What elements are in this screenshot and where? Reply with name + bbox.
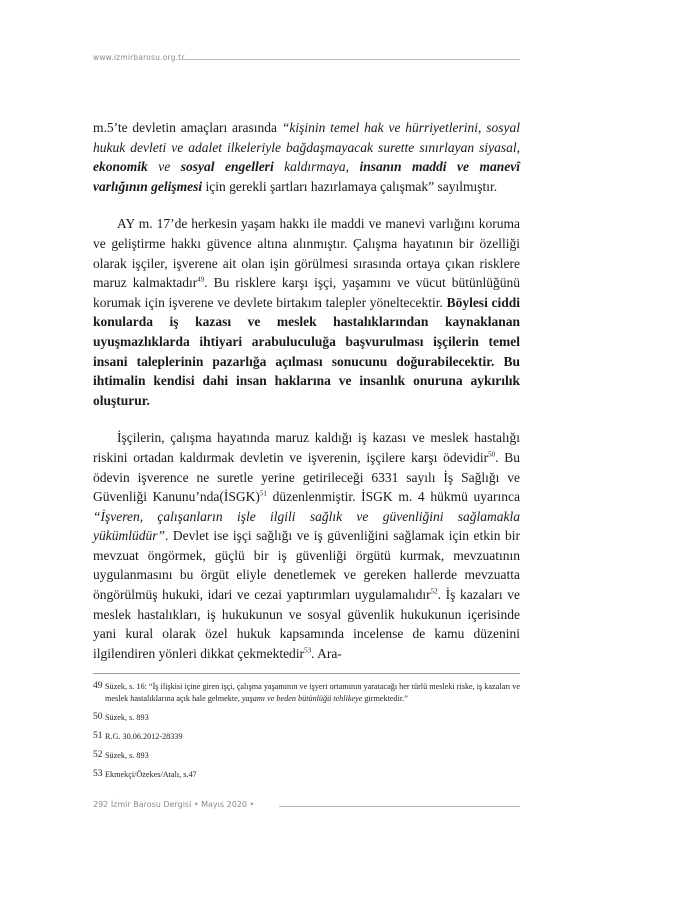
footnote-52: 52 Süzek, s. 893: [93, 750, 149, 760]
footnote-number: 53: [93, 769, 103, 779]
body-text: [93, 118, 520, 663]
footnote-ref-53[interactable]: 53: [304, 646, 312, 655]
footnote-49: 49 Süzek, s. 16: “İş ilişkisi içine giren işçi, çalışma yaşamının ve işyeri ortamının yaratacağı her türlü mesleki riske, iş kazaları ve meslek hastalıklarına açık hale gelmekte, yaşamı ve beden bütünlüğü tehlikeye girmektedir.”: [93, 681, 520, 703]
site-url: www.izmirbarosu.org.tr: [93, 53, 185, 62]
footnotes: [93, 681, 520, 788]
footer-text: 292 İzmir Barosu Dergisi • Mayıs 2020 •: [93, 800, 255, 809]
footnote-50: 50 Süzek, s. 893: [93, 712, 149, 722]
paragraph-2: AY m. 17’de herkesin yaşam hakkı ile maddi ve manevi varlığını koruma ve geliştirme hakkı güvence altına alınmıştır. Çalışma hayatının bir özelliği olarak işçiler, işverene ait olan işin görülmesi sırasında ortaya çıkan risklere maruz kalmaktadır$^{49}$. Bu risklere karşı işçi, yaşamını ve vücut bütünlüğünü korumak için işverene ve devlete birtakım talepler yöneltecektir. Böylesi ciddi konularda iş kazası ve meslek hastalıklarından kaynaklanan uyuşmazlıklarda ihtiyari arabuluculuğa başvurulması işçilerin temel insani taleplerinin pazarlığa açılması sonucunu doğurabilecektir. Bu ihtimalin kendisi dahi insan haklarına ve insanlık onuruna aykırılık oluşturur.: [93, 216, 520, 408]
paragraph-3: İşçilerin, çalışma hayatında maruz kaldığı iş kazası ve meslek hastalığı riskini ortadan kaldırmak devletin ve işverenin, işçilere karşı ödevidir$^{50}$. Bu ödevin işverence ne suretle yerine getirileceği 6331 sayılı İş Sağlığı ve Güvenliği Kanunu’nda(İSGK)$^{51}$ düzenlenmiştir. İSGK m. 4 hükmü uyarınca “İşveren, çalışanların işle ilgili sağlık ve güvenliğini sağlamakla yükümlüdür”. Devlet ise işçi sağlığı ve iş güvenliğini sağlamak için etkin bir mevzuat öngörmek, güçlü bir iş güvenliği örgütü kurmak, mevzuatının uygulanmasını bu örgüt eliyle denetlemek ve gereken hallerde mevzuatta öngörülmüş hukuki, idari ve cezai yaptırımları uygulamalıdır$^{52}$. İş kazaları ve meslek hastalıkları, iş hukukunun ve sosyal güvenlik hukukunun içerisinde yani kural olarak özel hukuk kapsamında incelense de kamu düzenini ilgilendiren yönleri dikkat çekmektedir$^{53}$. Ara-: [93, 430, 520, 661]
footnote-rule: [93, 673, 520, 674]
footnote-number: 50: [93, 712, 103, 722]
footnote-53: 53 Ekmekçi/Özekes/Atalı, s.47: [93, 769, 197, 779]
footnote-ref-50[interactable]: 50: [488, 450, 496, 459]
footer-rule: [279, 806, 520, 807]
footnote-ref-51[interactable]: 51: [259, 489, 267, 498]
footnote-number: 52: [93, 750, 103, 760]
header-rule: [181, 59, 520, 60]
footnote-number: 49: [93, 681, 103, 691]
footnote-ref-49[interactable]: 49: [197, 275, 205, 284]
page-footer: [93, 800, 520, 814]
footnote-number: 51: [93, 731, 103, 741]
paragraph-1: m.5’te devletin amaçları arasında “kişinin temel hak ve hürriyetlerini, sosyal hukuk devleti ve adalet ilkeleriyle bağdaşmayacak surette sınırlayan siyasal, ekonomik ve sosyal engelleri kaldırmaya, insanın maddi ve manevî varlığının gelişmesi için gerekli şartları hazırlamaya çalışmak” sayılmıştır.: [93, 120, 520, 194]
footnote-51: 51 R.G. 30.06.2012-28339: [93, 731, 183, 741]
footnote-ref-52[interactable]: 52: [430, 587, 438, 596]
